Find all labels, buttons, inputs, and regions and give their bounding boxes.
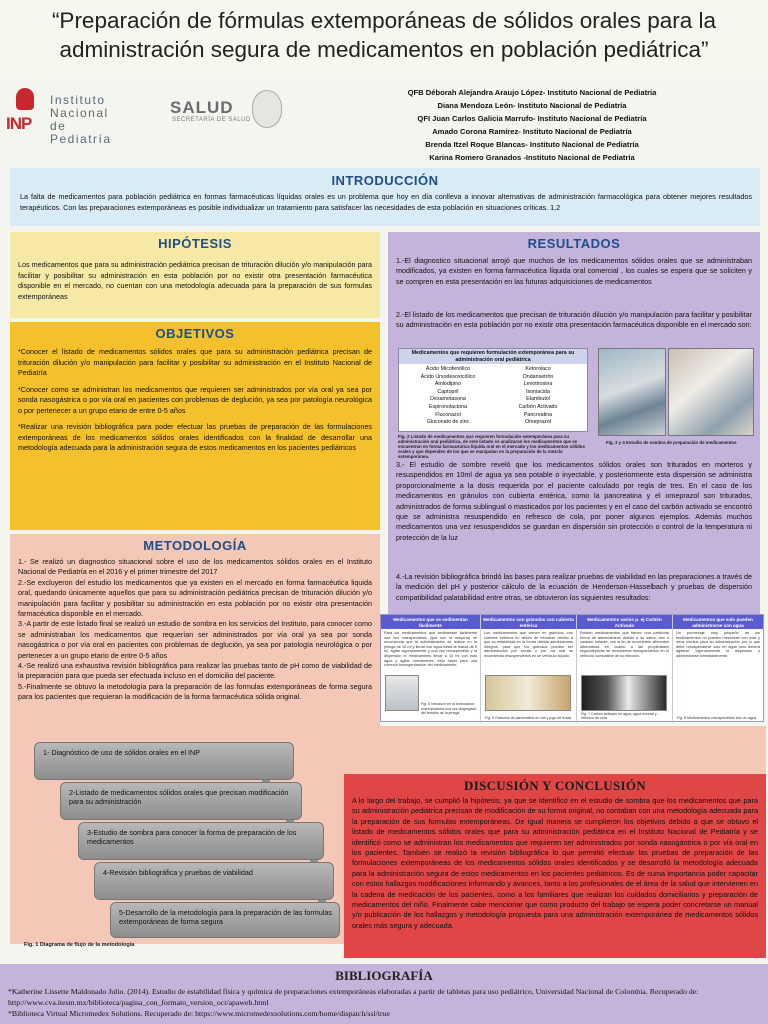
bibliography-ref-1: *Katherine Lissette Maldonado Julio. (2014). Estudio de estabilidad física y química de preparaciones extemporáneas elaboradas a partir de tabletas para uso pediátrico, Universidad Nacional de Colombia. Recuperado de: http://www.cva.itesm.mx/biblioteca/pagina_con_formato_version_oct/apaweb.html <box>8 987 699 1007</box>
grid-column-caption: Fig. 6 Gránulos de pancreatina en vial y jugo de frutas <box>485 715 572 720</box>
logo-strip <box>0 84 400 146</box>
viability-results-grid <box>380 614 764 722</box>
bibliography-section <box>0 964 768 1024</box>
objectives-heading: OBJETIVOS <box>155 326 235 341</box>
table-cell: Ácido Micofenólico <box>425 366 471 372</box>
grid-column-text: Para los medicamentos que sedimentan fácilmente una vez resuspendidos (que son la mayoría) se recomienda que la administración se realice en la jeringa de 10 ml y llenar con agua hasta la marca de 5 ml, agitar vigorosamente y una vez resuspendido y la dispersión el medicamento llevar a 10 ml con más agua y agitar nuevamente, esto hacer para una correcta homogenización del medicamento. <box>384 631 477 668</box>
grid-column-caption: Fig. 5 Introducir en la formulación extemporánea una vez disgregado del tamaño de la jeringa <box>421 702 477 715</box>
authors-list <box>372 86 692 164</box>
author-5: Brenda Itzel Roque Blancas- Instituto Nacional de Pediatría <box>425 140 639 149</box>
methodology-items <box>10 553 380 703</box>
flow-step-3: 3-Estudio de sombra para conocer la forma de preparación de los medicamentos <box>78 822 324 860</box>
table-cell: Amlodipino <box>434 381 462 388</box>
inp-logo <box>6 88 126 146</box>
hypothesis-heading: HIPÓTESIS <box>158 236 232 251</box>
results-paragraph-2: 2.-El listado de los medicamentos que precisan de trituración dilución y/o manipulación para facilitar y posibilitar su administración en esta población por no existir otra presentación farmacéutica disponible en el mercado son: <box>396 310 752 330</box>
table-cell: Carbón Activado <box>518 403 558 410</box>
grid-column-header: Medicamentos con gránulos con cubierta entérica <box>481 615 576 629</box>
salud-logo: SALUD <box>170 98 234 117</box>
inp-name-line-2: Nacional <box>50 106 109 120</box>
author-2: Diana Mendoza León- Instituto Nacional de Pediatría <box>437 101 627 110</box>
results-heading: RESULTADOS <box>527 236 621 251</box>
medications-column-1 <box>403 366 493 427</box>
bibliography-ref-2: *Biblioteca Virtual Micromedex Solutions. Recuperado de: https://www.micromedexsolutions.com/home/dispatch/ssl/true <box>8 1009 390 1018</box>
table-cell: Ondansetrón <box>522 373 554 380</box>
hypothesis-text: Los medicamentos que para su administración pediátrica precisan de trituración dilución y/o manipulación para facilitar y posibilitar su administración en esta población por no existir otra presentación farmacéutica disponible en el mercado, no cuentan con una metodología adecuada para la preparación de sus formulas extemporáneas <box>18 260 372 301</box>
table-cell: Pancreatina <box>523 411 553 418</box>
medications-table <box>398 348 588 432</box>
flowchart-caption: Fig. 1 Diagrama de flujo de la metodología <box>24 942 135 948</box>
table-cell: Isoniacida <box>526 388 550 395</box>
discussion-heading: DISCUSIÓN Y CONCLUSIÓN <box>464 778 646 793</box>
medications-table-title: Medicamentos que requieren formulación extemporánea para su administración oral pediátrica <box>399 349 587 364</box>
flow-step-2: 2-Listado de medicamentos sólidos orales que precisan modificación para su administración <box>60 782 302 820</box>
inp-acronym: INP <box>6 114 32 133</box>
methodology-step-4: 4.-Se realizó una exhaustiva revisión bibliográfica para realizar las pruebas tanto de pH como de viabilidad de la preparación para que pueda ser efectuada incluso en el domicilio del paciente. <box>18 661 372 681</box>
grid-column-header: Medicamentos que solo pueden administrarse con agua <box>673 615 763 629</box>
table-cell: Dexametasona <box>430 396 466 403</box>
discussion-section <box>344 726 766 958</box>
methodology-heading: METODOLOGÍA <box>143 538 247 553</box>
bibliography-heading: BIBLIOGRAFÍA <box>335 968 433 983</box>
table-cell: Ácido Ursodesoxicólico <box>420 373 476 380</box>
results-paragraph-3: 3.- El estudio de sombre reveló que los medicamentos sólidos orales son triturados en morteros y resuspendidos en 10ml de agua ya sea potable o inyectable, y posteriormente esta dispersión se administra proporcionalmente a la dosis requerida por el paciente calculado por regla de tres. En el caso de los medicamentos en gránulos con cubierta entérica, como la pancreatina y el omeprazol son triturados, administrados de forma sublingual o masticados por los pacientes y en el caso del carbón activado se encontró que se administra resuspendido en refresco de cola, por poner algunos ejemplos. Además muchos medicamentos una vez resuspendidos se guardan en dispersión sin protección o control de la temperatura ni protección de la luz <box>396 460 752 542</box>
results-paragraph-4: 4.-La revisión bibliográfica brindó las bases para realizar pruebas de viabilidad en las preparaciones a través de la medición del pH y posterior cálculo de la ecuación de Henderson-Hasselbach y pruebas de dispersión compatibilidad palatabilidad entre otras, se obtuvieron los siguientes resultados: <box>396 572 752 602</box>
flow-step-1: 1- Diagnóstico de uso de sólidos orales en el INP <box>34 742 294 780</box>
grid-column-header: Medicamentos que se sedimentan fácilmente <box>381 615 480 629</box>
table-cell: Captopril <box>437 388 459 395</box>
grid-column-water-only <box>673 615 763 723</box>
objective-3: *Realizar una revisión bibliográfica para poder efectuar las pruebas de preparación de las formulaciones extemporáneas de los medicamentos sólidos orales identificados con la finalidad de desarrollar una metodología adecuada para la administración segura de estos medicamentos en los pacientes pediátricos <box>18 422 372 452</box>
methodology-step-5: 5.-Finalmente se obtuvo la metodología para la preparación de las formulas extemporáneas de forma segura para los pacientes que requieran la modificación de la forma farmacéutica sólida original. <box>18 681 372 702</box>
inp-name-line-3: de Pediatría <box>50 119 112 146</box>
flow-step-5: 5-Desarrollo de la metodología para la preparación de las formulas extemporáneas de forma segura <box>110 902 340 938</box>
objective-2: *Conocer como se administran los medicamentos que requieren ser administrados por vía oral ya sea por sonda nasogástrica o por vía oral en pacientes con problemas de deglución, ya sea por patología neurológica o por pertenecer a un grupo etario de entre 0-5 años <box>18 384 372 415</box>
syringe-photo <box>385 675 419 711</box>
introduction-text: La falta de medicamentos para población pediátrica en formas farmacéuticas líquidas orales es un problema que hoy en día conlleva a innovar alternativas de administración farmacológica para obtener mejores resultados terapéuticos. Con las preparaciones extemporáneas es posible individualizar un tratamiento para satisfacer las necesidades de esta población en situaciones críticas. 1,2 <box>20 192 752 212</box>
salud-subtitle: SECRETARÍA DE SALUD <box>172 117 251 123</box>
inp-name-line-1: Instituto <box>50 93 106 107</box>
methodology-step-1: 1.- Se realizó un diagnostico situacional sobre el uso de los medicamentos sólidos orales en el Instituto Nacional de Pediatría en el 2016 y el primer trimestre del 2017 <box>18 557 372 577</box>
medications-column-2 <box>493 366 583 427</box>
grid-column-caption: Fig. 8 Medicamentos resuspendidos solo en agua <box>677 715 757 720</box>
granules-photo <box>485 675 571 711</box>
author-3: QFI Juan Carlos Galicia Marrufo- Instituto Nacional de Pediatría <box>417 114 647 123</box>
results-paragraph-1: 1.-El diagnostico situacional arrojó que muchos de los medicamentos sólidos orales que se administraban modificados, ya existen en forma farmacéutica líquida oral comercial , los cuales se espera que se soliciten y se compren en esta presentación en las futuras adquisiciones de medicamentos <box>396 256 752 286</box>
introduction-section <box>10 168 760 226</box>
inp-mark-icon <box>6 88 46 134</box>
photo-shadow-study-1 <box>598 348 666 436</box>
carbon-photo <box>581 675 667 711</box>
grid-column-text: Existen medicamentos que tienen una particular forma de administrarse debido a su sabor, olor o carácter irritante, con el fin de encontrarle diferentes alternativas en cuanto a las propiedades organolépticas se recomienda resuspenderlos en el vehículo compatible de su elección. <box>580 631 669 658</box>
table-cell: Espironolactona <box>429 403 467 410</box>
grid-column-activated-carbon <box>577 615 673 723</box>
grid-column-header: Medicamentos varios p. ej Carbón Activado <box>577 615 672 629</box>
photo-caption: Fig. 3 y 4 Estudio de sombra de preparación de medicamentos <box>606 440 737 445</box>
methodology-step-2: 2.-Se excluyeron del estudio los medicamentos que ya existen en el mercado en forma farmacéutica liquida oral, quedando únicamente aquellos que para su administración pediátrica precisan de trituración dilución y/o manipulación para facilitar y posibilitar su administración en esta población por no existir otra presentación farmacéutica disponible en el mercado. <box>18 577 372 619</box>
grid-column-text: Un porcentaje muy pequeño de los medicamentos no pueden mezclarse con más y otros medios para su administración por lo que debe resuspenderse solo en agua pero deberá agitarse vigorosamente la dispersión y administrarse inmediatamente. <box>676 631 760 658</box>
author-1: QFB Déborah Alejandra Araujo López- Instituto Nacional de Pediatría <box>407 88 657 97</box>
table-cell: Omeprazol <box>525 419 551 426</box>
title-band <box>0 0 768 80</box>
flow-step-4: 4-Revisión bibliográfica y pruebas de viabilidad <box>94 862 334 900</box>
methodology-step-3: 3.-A partir de este listado final se realizó un estudio de sombra en los servicios del Instituto, para conocer como se administraban los medicamentos que requerían ser administrados por vía oral ya sea por sonda nasogástrica o por vía oral en pacientes con problemas de deglución, ya sea por patología neurológica o por pertenecer a un grupo etario de entre 0-5 años <box>18 619 372 660</box>
hypothesis-section <box>10 232 380 318</box>
objectives-section <box>10 322 380 530</box>
grid-column-text: Los medicamentos que vienen en gránulos, con cubierta entérica no deben de triturarse debido a que su estabilidad en la forma debida administrarse íntegros, para que los gránulos puedan ser administrados por sonda o por vía oral se recomienda resuspenderlos en un vehículo líquido. <box>484 631 573 658</box>
table-cell: Gluconato de zinc <box>426 419 470 426</box>
table-cell: Fluconazol <box>435 411 461 418</box>
table-cell: Ketorolaco <box>525 366 551 372</box>
table-caption: Fig. 2 Listado de medicamentos que requieren formulación extemporánea para su administración oral pediátrica, de este listado se analizaron los medicamentos que se encuentran en forma farmacéutica líquida oral en el mercado y los medicamentos sólidos orales y que dependen de los que se manipulan en la preparación de la mezcla extemporánea. <box>398 434 585 459</box>
poster-title: “Preparación de fórmulas extemporáneas de sólidos orales para la administración segura de medicamentos en población pediátrica” <box>51 8 717 62</box>
grid-column-enteric <box>481 615 577 723</box>
methodology-flowchart <box>20 740 350 940</box>
author-4: Amado Corona Ramírez- Instituto Nacional de Pediatría <box>432 127 632 136</box>
discussion-text: A lo largo del trabajo, se cumplió la hipótesis, ya que se identificó en el estudio de sombra que los medicamentos que para su administración pediátrica precisan de modificación de su forma original, no contaban con una metodología adecuada para la preparación de sus formulas extemporáneas. De igual manera se cumplieron los objetivos debido a que se obtuvo el listado de medicamentos sólidos orales que para su administración pediátrica en el Instituto Nacional de Pediatría y se identificó como se administran los medicamentos que requieren ser administrados por sonda nasogástrica o por vía oral en los pacientes. También se realizó la revisión bibliográfica lo que permitió efectuar las pruebas de preparación de las formulaciones extemporáneas de los medicamentos sólidos orales identificados y se desarrolló la metodología adecuada para la administración segura de estos medicamentos en los pacientes pediátricos. Es de suma importancia poder capacitar con estos hallazgos modificaciones informando y avances, tanto a los profesionales de el área de la salud que intervienen en la cadena de medicación de los pacientes, como a los familiares que realizan los cuidados domiciliarios y preparación de medicamentos del niño. Finalmente cabe mencionar que como producto del trabajo se espera poder concretarse un manual y/o publicación de los hallazgos y metodología propuesta para una administración extemporánea de medicamentos sólidos orales más segura y adecuada. <box>352 796 758 930</box>
inp-name <box>50 94 126 146</box>
author-6: Karina Romero Granados -Instituto Nacional de Pediatría <box>429 153 635 162</box>
introduction-heading: INTRODUCCIÓN <box>331 173 439 188</box>
government-seal-icon <box>252 90 282 128</box>
table-cell: Etambutol <box>526 396 550 403</box>
table-cell: Levotiroxina <box>523 381 553 388</box>
grid-column-sedimentation <box>381 615 481 723</box>
photo-shadow-study-2 <box>668 348 754 436</box>
objective-1: *Conocer el listado de medicamentos sólidos orales que para su administración pediátrica precisan de trituración dilución y/o manipulación para facilitar y posibilitar su administración en el Instituto Nacional de Pediatría <box>18 347 372 377</box>
grid-column-caption: Fig. 7 Carbón activado en agua, agua mineral y refresco de cola <box>581 711 657 720</box>
